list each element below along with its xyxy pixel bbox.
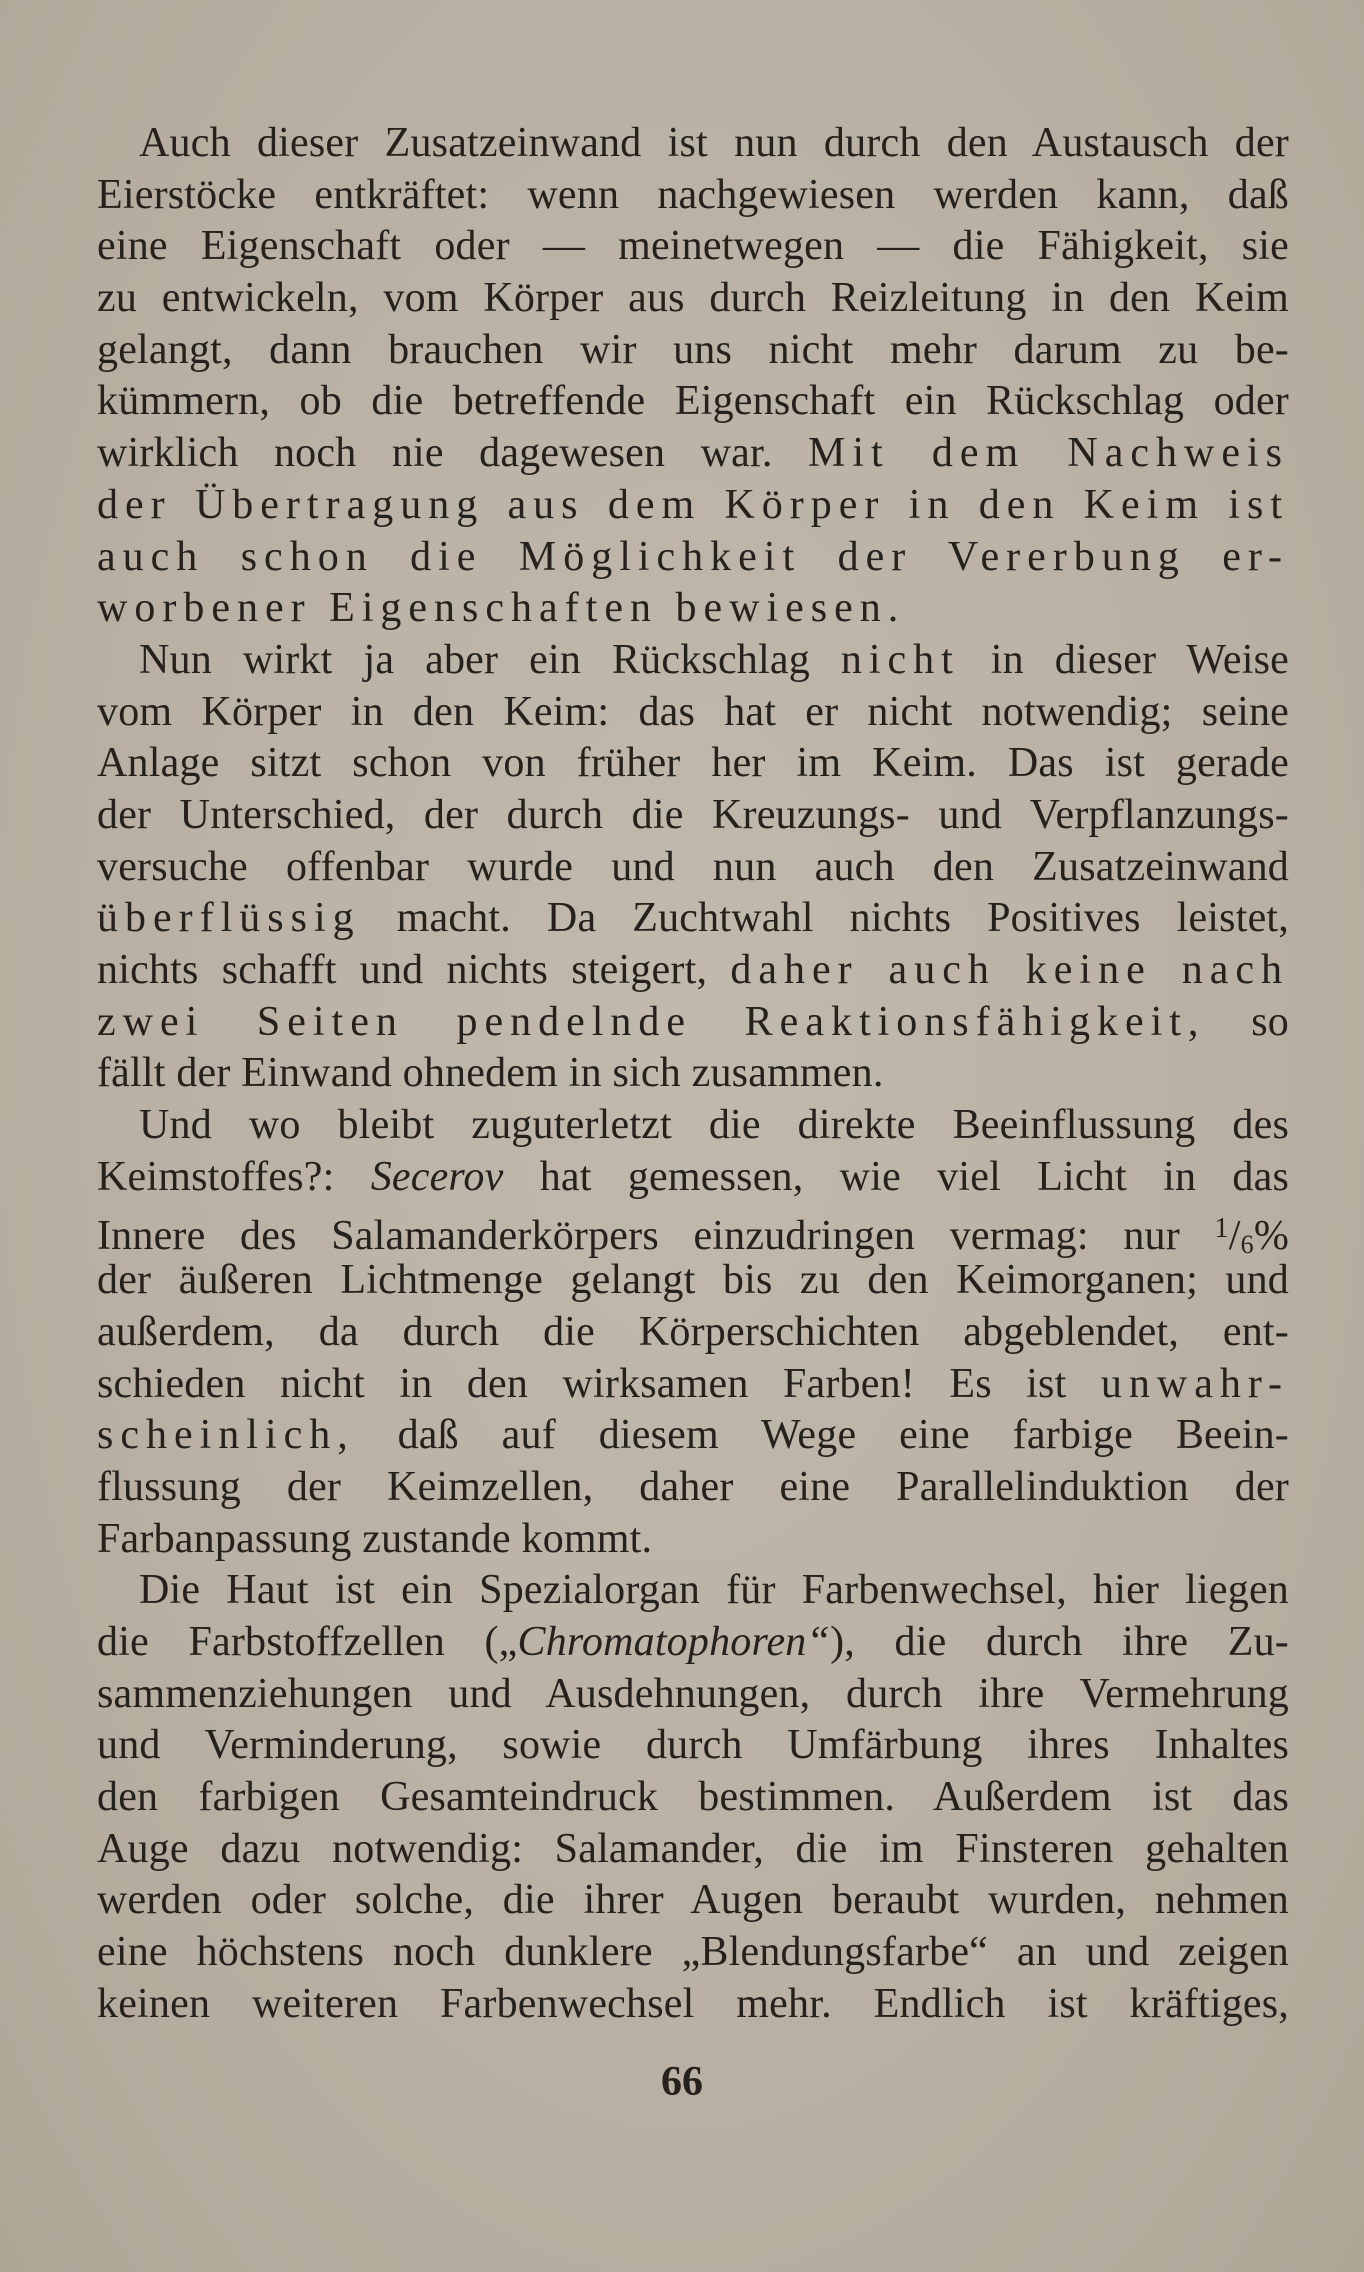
text-line <box>97 1617 1289 1669</box>
italic-text: Chromatophoren“ <box>517 1618 831 1665</box>
text-line <box>97 1359 1289 1411</box>
text-line <box>97 170 1289 222</box>
text-line <box>97 480 1289 532</box>
text-line <box>97 893 1289 945</box>
fraction <box>1215 1213 1289 1259</box>
text-segment: ), die durch ihre Zu- <box>830 1618 1289 1665</box>
text-segment: flussung der Keimzellen, daher eine Parallelinduktion der <box>97 1463 1289 1510</box>
body-text <box>97 118 1289 2030</box>
text-segment: eine Eigenschaft oder — meinetwegen — die Fähigkeit, sie <box>97 223 1289 270</box>
text-segment: werden oder solche, die ihrer Augen beraubt wurden, nehmen <box>97 1877 1289 1924</box>
text-segment: nichts schafft und nichts steigert, <box>97 947 731 993</box>
text-line <box>97 532 1289 584</box>
text-line <box>97 1048 1289 1100</box>
text-line <box>97 1824 1289 1876</box>
text-line <box>97 790 1289 842</box>
text-segment: Keimstoffes?: <box>97 1153 371 1200</box>
text-segment: und Verminderung, sowie durch Umfärbung ihres Inhaltes <box>97 1722 1289 1769</box>
text-line <box>97 118 1289 170</box>
text-segment: zu entwickeln, vom Körper aus durch Reizleitung in den Keim <box>97 275 1289 322</box>
text-segment: sammenziehungen und Ausdehnungen, durch ihre Vermehrung <box>97 1670 1289 1717</box>
text-segment: vom Körper in den Keim: das hat er nicht notwendig; seine <box>97 688 1289 735</box>
text-line <box>97 1307 1289 1359</box>
text-line <box>97 945 1289 997</box>
text-segment: Anlage sitzt schon von früher her im Keim. Das ist gerade <box>97 740 1289 787</box>
text-line <box>97 1255 1289 1307</box>
spaced-emphasis: unwahr- <box>1100 1360 1289 1407</box>
text-line <box>97 376 1289 428</box>
text-line <box>97 1514 1289 1566</box>
text-line <box>97 1462 1289 1514</box>
text-line <box>97 635 1289 687</box>
text-line <box>97 1669 1289 1721</box>
text-segment: kümmern, ob die betreffende Eigenschaft ein Rückschlag oder <box>97 378 1289 425</box>
text-segment: Auge dazu notwendig: Salamander, die im Finsteren gehalten <box>97 1825 1289 1872</box>
spaced-emphasis: daher auch keine nach <box>730 947 1289 993</box>
spaced-emphasis: worbener Eigenschaften bewiesen. <box>97 585 906 632</box>
spaced-emphasis: scheinlich, <box>97 1412 355 1459</box>
spaced-emphasis: Mit dem Nachweis <box>807 430 1290 477</box>
text-line <box>97 1565 1289 1617</box>
text-line <box>97 1203 1289 1260</box>
text-segment: versuche offenbar wurde und nun auch den Zusatzeinwand <box>97 843 1289 890</box>
spaced-emphasis: überflüssig <box>97 895 361 942</box>
text-segment: die Farbstoffzellen („ <box>97 1618 518 1665</box>
text-segment: der Unterschied, der durch die Kreuzungs- und Verpflanzungs- <box>97 791 1289 838</box>
text-line <box>97 738 1289 790</box>
text-line <box>97 1100 1289 1152</box>
text-segment: Die Haut ist ein Spezialorgan für Farbenwechsel, hier liegen <box>139 1567 1289 1614</box>
text-segment: außerdem, da durch die Körperschichten abgeblendet, ent- <box>97 1308 1289 1355</box>
text-segment: der äußeren Lichtmenge gelangt bis zu den Keimorganen; und <box>97 1257 1289 1304</box>
text-segment: eine höchstens noch dunklere „Blendungsfarbe“ an und zeigen <box>97 1929 1289 1976</box>
text-line <box>97 842 1289 894</box>
text-line <box>97 1875 1289 1927</box>
fraction-slash: / <box>1228 1213 1241 1260</box>
text-segment: hat gemessen, wie viel Licht in das <box>503 1153 1289 1200</box>
italic-text: Secerov <box>370 1153 504 1200</box>
text-segment: schieden nicht in den wirksamen Farben! Es ist <box>97 1360 1101 1407</box>
fraction-denominator: 6 <box>1240 1230 1254 1260</box>
spaced-emphasis: der Übertragung aus dem Körper in den Keim ist <box>97 481 1289 528</box>
text-line <box>97 1772 1289 1824</box>
text-segment: Auch dieser Zusatzeinwand ist nun durch den Austausch der <box>139 120 1289 166</box>
text-segment: Eierstöcke entkräftet: wenn nachgewiesen werden kann, daß <box>97 171 1289 218</box>
text-segment: Und wo bleibt zuguterletzt die direkte Beeinflussung des <box>139 1102 1289 1149</box>
text-line <box>97 273 1289 325</box>
text-line <box>97 1720 1289 1772</box>
text-line <box>97 1927 1289 1979</box>
text-segment: Farbanpassung zustande kommt. <box>97 1515 653 1562</box>
text-segment: keinen weiteren Farbenwechsel mehr. Endlich ist kräftiges, <box>97 1980 1289 2027</box>
text-line <box>97 997 1289 1049</box>
text-segment: so <box>1205 998 1289 1045</box>
text-line <box>97 1410 1289 1462</box>
text-segment: wirklich noch nie dagewesen war. <box>97 430 808 477</box>
text-segment: Nun wirkt ja aber ein Rückschlag <box>139 636 841 683</box>
fraction-numerator: 1 <box>1214 1213 1229 1245</box>
spaced-emphasis: zwei Seiten pendelnde Reaktionsfähigkeit, <box>97 998 1206 1045</box>
text-line <box>97 583 1289 635</box>
text-segment: daß auf diesem Wege eine farbige Beein- <box>354 1412 1289 1459</box>
text-segment: fällt der Einwand ohnedem in sich zusammen. <box>97 1050 884 1097</box>
text-line <box>97 1979 1289 2031</box>
text-line <box>97 428 1289 480</box>
text-line <box>97 221 1289 273</box>
text-segment: in dieser Weise <box>959 636 1289 683</box>
text-line <box>97 1152 1289 1204</box>
spaced-emphasis: auch schon die Möglichkeit der Vererbung er- <box>97 533 1289 580</box>
text-segment: den farbigen Gesamteindruck bestimmen. Außerdem ist das <box>97 1774 1289 1820</box>
fraction-unit: % <box>1253 1213 1289 1260</box>
text-line <box>97 325 1289 377</box>
spaced-emphasis: nicht <box>840 636 960 683</box>
text-segment: Innere des Salamanderkörpers einzudringen vermag: nur <box>97 1213 1180 1260</box>
text-segment: macht. Da Zuchtwahl nichts Positives leistet, <box>360 895 1289 942</box>
text-line <box>97 687 1289 739</box>
page-number: 66 <box>661 2059 703 2105</box>
text-segment: gelangt, dann brauchen wir uns nicht mehr darum zu be- <box>97 326 1289 373</box>
